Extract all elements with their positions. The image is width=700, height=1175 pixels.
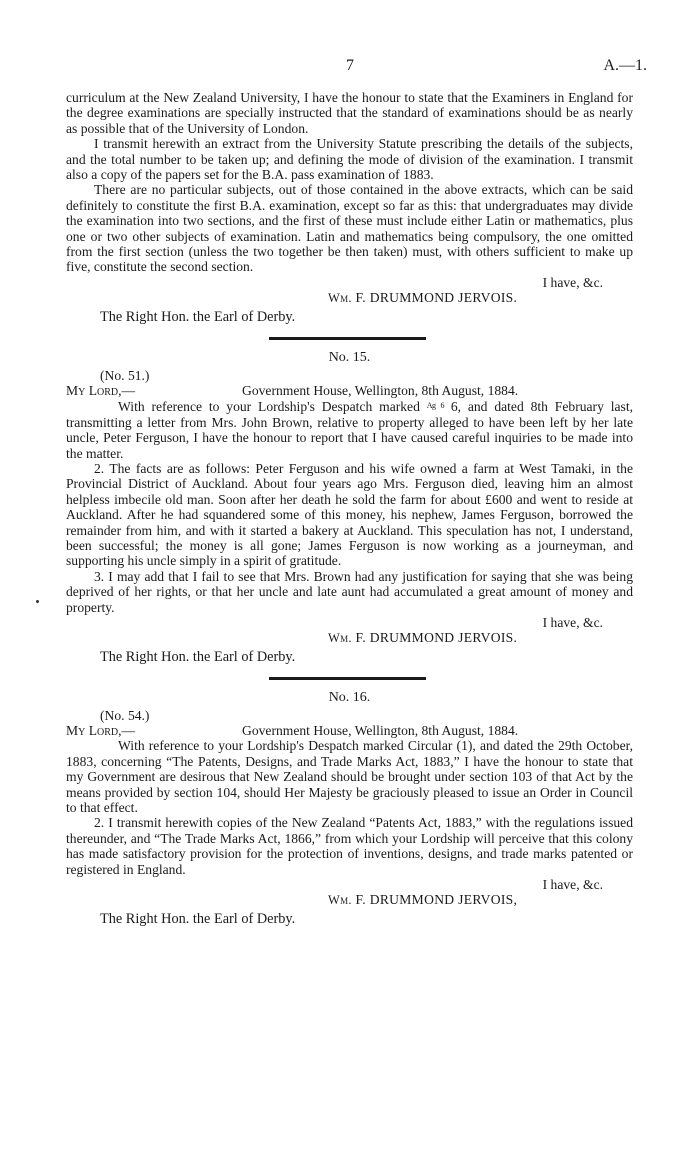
- paragraph: [66, 398, 633, 461]
- signature-prefix: Wm.: [328, 893, 352, 908]
- paragraph: With reference to your Lordship's Despatch marked Circular (1), and dated the 29th October, 1883, concerning “The Patents, Designs, and Trade Marks Act, 1883,” I have the honour to state that my Government are desirous that New Zealand should be brought under section 103 of that Act by the means provided by section 104, should Her Majesty be graciously pleased to issue an Order in Council to that effect.: [66, 738, 633, 816]
- document-body: [66, 90, 633, 927]
- addressee: The Right Hon. the Earl of Derby.: [100, 648, 296, 665]
- signature: [66, 892, 633, 908]
- despatch-no-16: [66, 690, 633, 927]
- addressee: The Right Hon. the Earl of Derby.: [100, 910, 296, 927]
- page-header: [0, 56, 700, 76]
- margin-mark: [36, 600, 39, 603]
- page-reference: A.—1.: [603, 57, 647, 74]
- closing: I have, &c.: [542, 614, 603, 630]
- despatch-number: (No. 54.): [100, 707, 150, 723]
- section-divider: [269, 677, 426, 680]
- despatch-no-15: [66, 350, 633, 665]
- greeting: My Lord,—: [66, 723, 136, 739]
- paragraph: 3. I may add that I fail to see that Mrs. Brown had any justification for saying that she was being deprived of her rights, or that her uncle and late aunt had accumulated a great amount of money and property.: [66, 568, 633, 615]
- despatch-number: (No. 51.): [100, 367, 150, 383]
- paragraph: 2. I transmit herewith copies of the New Zealand “Patents Act, 1883,” with the regulations issued thereunder, and “The Trade Marks Act, 1866,” from which your Lordship will perceive that this colony has made satisfactory provision for the protection of inventions, designs, and trade marks patented or registered in England.: [66, 815, 633, 877]
- signature: [66, 290, 633, 306]
- paragraph: 2. The facts are as follows: Peter Ferguson and his wife owned a farm at West Tamaki, in the Provincial District of Auckland. About four years ago Mrs. Ferguson died, leaving him an almost helpless imbecile old man. Soon after her death he sold the farm for about £600 and went to reside at Auckland. After he had squandered some of this money, his nephew, James Ferguson, borrowed the remainder from him, and with it started a bakery at Auckland. This speculation has not, I understand, been successful; the money is all gone; James Ferguson is now working as a journeyman, and supporting his uncle simply in a spirit of gratitude.: [66, 460, 633, 569]
- signature-prefix: Wm.: [328, 631, 352, 646]
- closing: I have, &c.: [542, 877, 603, 893]
- closing: I have, &c.: [542, 274, 603, 290]
- location-date: Government House, Wellington, 8th August, 1884.: [242, 723, 519, 739]
- paragraph-end: 6, and dated 8th February last, transmitting a letter from Mrs. John Brown, relative to property alleged to have been left by her late uncle, Peter Ferguson, I have the honour to report that I have caused careful inquiries to be made into the matter.: [66, 399, 633, 461]
- paragraph: I transmit herewith an extract from the University Statute prescribing the details of the subjects, and the total number to be taken up; and defining the mode of division of the examination. I transmit also a copy of the papers set for the B.A. pass examination of 1883.: [66, 136, 633, 183]
- greeting-row: [66, 383, 633, 398]
- signature-name: F. DRUMMOND JERVOIS,: [355, 892, 518, 908]
- signature-name: F. DRUMMOND JERVOIS.: [355, 290, 518, 306]
- greeting: My Lord,—: [66, 382, 136, 398]
- location-date: Government House, Wellington, 8th August, 1884.: [242, 382, 519, 398]
- signature-name: F. DRUMMOND JERVOIS.: [355, 630, 518, 646]
- section-divider: [269, 337, 426, 340]
- paragraph: There are no particular subjects, out of those contained in the above extracts, which can be said definitely to constitute the first B.A. examination, except so far as this: that undergraduates may divide the examination into two sections, and the first of these must include either Latin or mathematics, plus one or two other subjects of examination. Latin and mathematics being compulsory, the one omitted from the first section (unless the two together be then taken) must, with others sufficient to make up five, constitute the second section.: [66, 182, 633, 275]
- signature: [66, 630, 633, 646]
- paragraph: curriculum at the New Zealand University, I have the honour to state that the Examiners in England for the degree examinations are specially instructed that the standard of examinations should be as nearly as possible that of the University of London.: [66, 90, 633, 136]
- despatch-continuation: [66, 90, 633, 325]
- page-number: 7: [346, 57, 354, 74]
- despatch-mark: Ag 6: [426, 401, 444, 411]
- despatch-title: No. 15.: [328, 350, 371, 366]
- paragraph-start: With reference to your Lordship's Despatch marked: [118, 399, 420, 415]
- greeting-row: [66, 723, 633, 738]
- addressee: The Right Hon. the Earl of Derby.: [100, 308, 296, 325]
- despatch-title: No. 16.: [328, 690, 371, 706]
- signature-prefix: Wm.: [328, 291, 352, 306]
